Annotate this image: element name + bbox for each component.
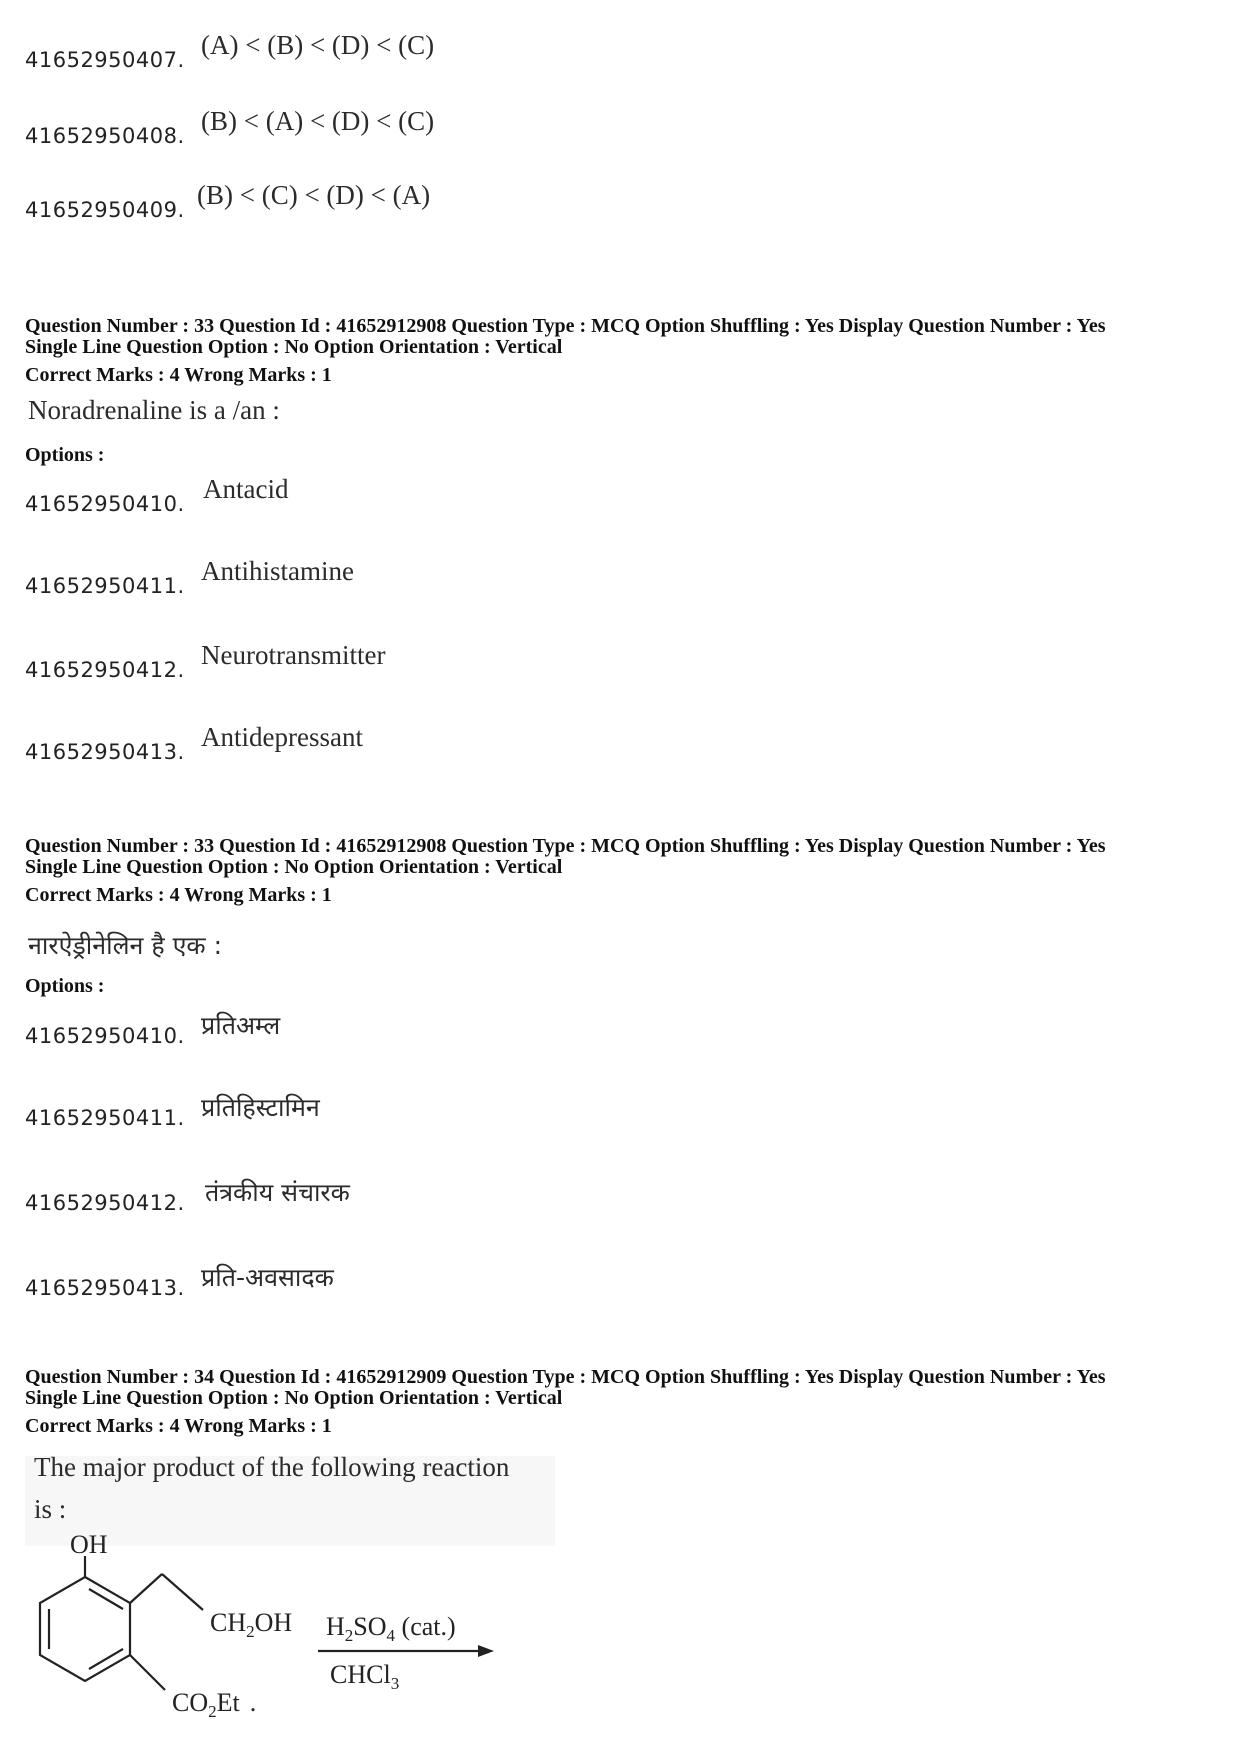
question-text: नारऐड्रीनेलिन है एक :: [28, 931, 222, 960]
reagent-bottom-main: CHCl: [330, 1660, 391, 1689]
question-marks: Correct Marks : 4 Wrong Marks : 1: [25, 364, 332, 386]
question-text-line1: The major product of the following reaction: [34, 1452, 510, 1482]
question-text: Noradrenaline is a /an :: [28, 395, 280, 425]
option-id: 41652950408.: [25, 124, 185, 148]
co2et-dot: .: [249, 1688, 257, 1717]
option-id: 41652950410.: [25, 1024, 185, 1048]
option-id: 41652950411.: [25, 1106, 185, 1130]
option-text: Neurotransmitter: [201, 640, 386, 670]
option-id: 41652950413.: [25, 1276, 185, 1300]
question-meta-line2: Single Line Question Option : No Option Orientation : Vertical: [25, 336, 563, 358]
option-text: (A) < (B) < (D) < (C): [201, 30, 435, 60]
question-meta-line2: Single Line Question Option : No Option Orientation : Vertical: [25, 856, 563, 878]
option-text: प्रतिअम्ल: [201, 1011, 281, 1040]
ester-bond: [130, 1655, 165, 1690]
question-meta-line2: Single Line Question Option : No Option Orientation : Vertical: [25, 1387, 563, 1409]
option-text: प्रति-अवसादक: [201, 1263, 334, 1292]
question-meta-line1: Question Number : 33 Question Id : 41652912908 Question Type : MCQ Option Shuffling : Yes Display Question Number : Yes: [25, 315, 1106, 337]
ch2oh-label: [210, 1608, 292, 1642]
hydroxyl-label: OH: [70, 1530, 108, 1559]
co2et-end: Et: [216, 1688, 240, 1717]
ch2-bond-1: [130, 1574, 162, 1603]
ring-double-bond-2: [89, 1589, 123, 1609]
option-text: तंत्रकीय संचारक: [205, 1178, 350, 1207]
question-marks: Correct Marks : 4 Wrong Marks : 1: [25, 1415, 332, 1437]
option-text: Antacid: [203, 474, 289, 504]
question-meta-line1: Question Number : 34 Question Id : 41652912909 Question Type : MCQ Option Shuffling : Yes Display Question Number : Yes: [25, 1366, 1106, 1388]
question-marks: Correct Marks : 4 Wrong Marks : 1: [25, 884, 332, 906]
reagent-top-mid: SO: [353, 1612, 387, 1641]
options-label: Options :: [25, 444, 105, 466]
option-text: Antidepressant: [201, 722, 363, 752]
co2et-main: CO: [172, 1688, 209, 1717]
options-label: Options :: [25, 975, 105, 997]
option-id: 41652950413.: [25, 740, 185, 764]
ch2oh-subscript: 2: [246, 1622, 255, 1642]
question-meta-line1: Question Number : 33 Question Id : 41652912908 Question Type : MCQ Option Shuffling : Yes Display Question Number : Yes: [25, 835, 1106, 857]
option-text: प्रतिहिस्टामिन: [201, 1093, 320, 1122]
reagent-top: [326, 1612, 456, 1646]
co2et-subscript: 2: [208, 1702, 217, 1722]
co2et-label: [172, 1688, 256, 1722]
option-id: 41652950409.: [25, 198, 185, 222]
option-id: 41652950407.: [25, 48, 185, 72]
option-text: Antihistamine: [201, 556, 354, 586]
reagent-top-main: H: [326, 1612, 345, 1641]
reagent-bottom-sub: 3: [390, 1674, 400, 1694]
option-text: (B) < (A) < (D) < (C): [201, 106, 435, 136]
option-id: 41652950412.: [25, 1191, 185, 1215]
option-id: 41652950411.: [25, 574, 185, 598]
ch2-bond-2: [162, 1574, 203, 1610]
option-text: (B) < (C) < (D) < (A): [197, 180, 431, 210]
ring-double-bond-3: [89, 1649, 123, 1669]
option-id: 41652950412.: [25, 658, 185, 682]
ch2oh-main: CH: [210, 1608, 247, 1637]
reaction-arrow-head: [478, 1645, 494, 1657]
question-text-line2: is :: [34, 1494, 67, 1524]
ring-hexagon: [40, 1577, 130, 1681]
benzene-ring: [40, 1577, 130, 1681]
reagent-top-end: (cat.): [395, 1612, 456, 1641]
reagent-top-sub1: 2: [344, 1626, 354, 1646]
reagent-top-sub2: 4: [386, 1626, 396, 1646]
reagent-bottom: [330, 1660, 399, 1694]
option-id: 41652950410.: [25, 492, 185, 516]
ch2oh-end: OH: [254, 1608, 293, 1637]
